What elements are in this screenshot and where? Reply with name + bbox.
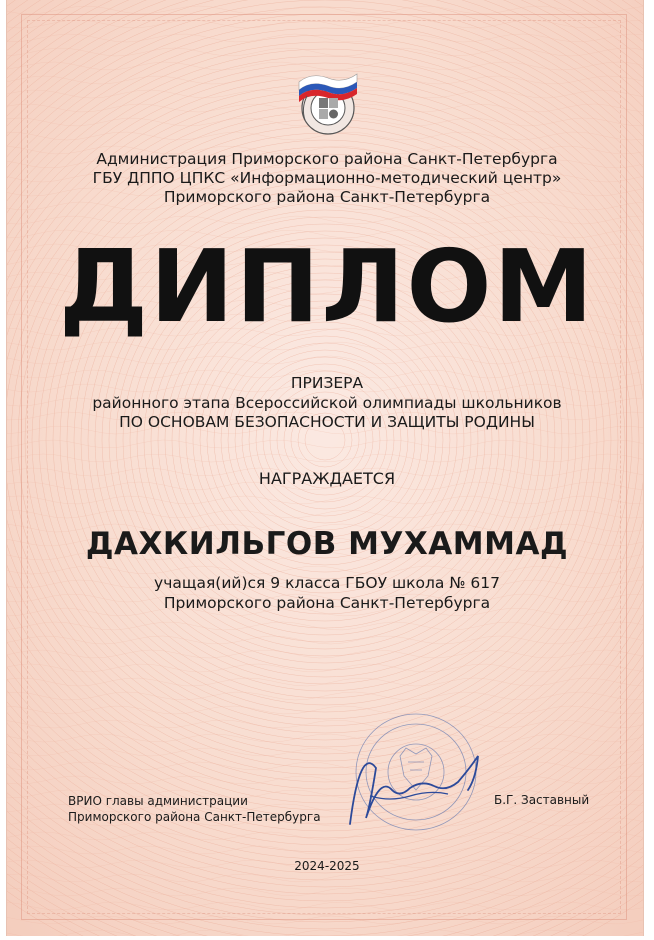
recipient-name: ДАХКИЛЬГОВ МУХАММАД bbox=[85, 526, 569, 562]
event-line-1: районного этапа Всероссийской олимпиады школьников bbox=[92, 393, 562, 412]
event-line-2: ПО ОСНОВАМ БЕЗОПАСНОСТИ И ЗАЩИТЫ РОДИНЫ bbox=[119, 413, 535, 431]
student-line-1: учащая(ий)ся 9 класса ГБОУ школа № 617 bbox=[154, 574, 500, 592]
position-line-1: ВРИО главы администрации bbox=[68, 794, 248, 808]
signer-name: Б.Г. Заставный bbox=[494, 793, 590, 807]
diploma-title: ДИПЛОМ bbox=[58, 228, 596, 345]
official-seal-icon bbox=[330, 706, 488, 846]
org-line-3: Приморского района Санкт-Петербурга bbox=[163, 188, 491, 206]
olympiad-logo-icon bbox=[291, 68, 365, 140]
award-description bbox=[0, 374, 654, 433]
organization-header bbox=[0, 150, 654, 207]
org-line-2: ГБУ ДППО ЦПКС «Информационно-методический центр» bbox=[92, 169, 562, 187]
position-line-2: Приморского района Санкт-Петербурга bbox=[68, 810, 321, 824]
academic-year: 2024-2025 bbox=[294, 859, 360, 873]
student-info bbox=[0, 574, 654, 613]
award-status: ПРИЗЕРА bbox=[290, 374, 364, 392]
student-line-2: Приморского района Санкт-Петербурга bbox=[163, 593, 491, 612]
signer-position bbox=[68, 793, 321, 825]
org-line-1: Администрация Приморского района Санкт-Петербурга bbox=[96, 150, 558, 168]
awarded-label: НАГРАЖДАЕТСЯ bbox=[258, 469, 396, 488]
